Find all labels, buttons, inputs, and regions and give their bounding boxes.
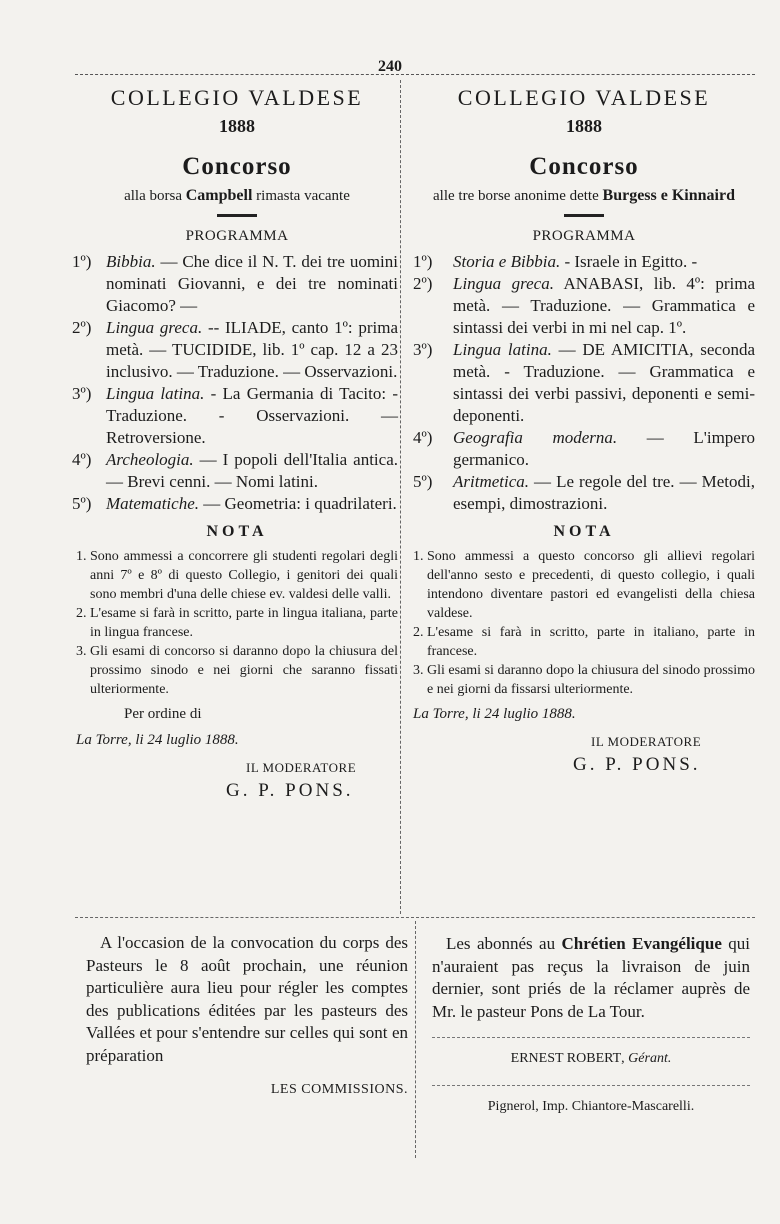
item-subject: Matematiche. bbox=[106, 494, 199, 513]
note-text: Gli esami si daranno dopo la chiusura del sinodo prossimo e nei giorni da fissarsi ulteriormente. bbox=[427, 663, 755, 697]
item-text: — DE AMICITIA, seconda metà. - Traduzione. — Grammatica e sintassi dei verbi passivi, deponenti e semi-deponenti. bbox=[453, 340, 755, 425]
item-number: 3º) bbox=[413, 340, 433, 359]
left-place-date: La Torre, li 24 luglio 1888. bbox=[76, 732, 239, 748]
page-number: 240 bbox=[378, 58, 402, 75]
note-text: Gli esami di concorso si daranno dopo la chiusura del prossimo sinodo e nei giorni che saranno fissati ulteriormente. bbox=[90, 644, 398, 697]
imprint-rule bbox=[432, 1085, 750, 1086]
item-text: ANABASI, lib. 4º: prima metà. — Traduzione. — Grammatica e sintassi dei verbi in mi nel cap. 1º. bbox=[453, 274, 755, 337]
item-text: — Che dice il N. T. dei tre uomini nominati Giovanni, e dei tre nominati Giacomo? — bbox=[106, 252, 398, 315]
item-subject: Bibbia. bbox=[106, 252, 156, 271]
imprint: Pignerol, Imp. Chiantore-Mascarelli. bbox=[487, 1098, 695, 1114]
right-subtitle-a: alle tre borse anonime dette bbox=[433, 188, 599, 204]
left-note bbox=[76, 604, 398, 642]
gerant-role: Gérant. bbox=[628, 1051, 672, 1066]
note-number: 2. bbox=[413, 625, 424, 640]
left-item bbox=[72, 493, 398, 515]
left-item bbox=[72, 383, 398, 449]
right-programma: PROGRAMMA bbox=[532, 228, 636, 244]
item-number: 5º) bbox=[413, 472, 433, 491]
left-program-list bbox=[72, 251, 398, 515]
right-dash bbox=[564, 214, 604, 217]
gerant-line: ERNEST ROBERT, Gérant. bbox=[510, 1051, 672, 1066]
right-note bbox=[413, 547, 755, 623]
item-number: 1º) bbox=[413, 252, 433, 271]
item-text: — I popoli dell'Italia antica. — Brevi cenni. — Nomi latini. bbox=[106, 450, 398, 491]
right-item bbox=[413, 339, 755, 427]
announcement-left-signature: LES COMMISSIONS. bbox=[270, 1082, 408, 1097]
item-subject: Archeologia. bbox=[106, 450, 194, 469]
right-column bbox=[413, 84, 755, 777]
left-note bbox=[76, 642, 398, 699]
item-text: - Israele in Egitto. - bbox=[560, 252, 698, 271]
right-place-date: La Torre, li 24 luglio 1888. bbox=[413, 706, 576, 722]
right-note bbox=[413, 661, 755, 699]
note-number: 2. bbox=[76, 606, 87, 621]
left-subtitle-c: rimasta vacante bbox=[256, 188, 350, 204]
note-text: Sono ammessi a questo concorso gli allievi regolari dell'anno sesto e precedenti, di questo collegio, i quali intendono diventare pastori ed evangelisti della chiesa valdese. bbox=[427, 549, 755, 621]
right-concorso-title: Concorso bbox=[529, 153, 639, 180]
right-item bbox=[413, 251, 755, 273]
left-year: 1888 bbox=[219, 116, 255, 136]
item-subject: Lingua greca. bbox=[106, 318, 203, 337]
item-subject: Storia e Bibbia. bbox=[453, 252, 561, 271]
item-number: 5º) bbox=[72, 494, 92, 513]
left-ordine: Per ordine di bbox=[124, 706, 202, 722]
newspaper-name: Chrétien Evangélique bbox=[561, 934, 722, 953]
announcement-right-text-b: qui n'auraient pas reçus la livraison de juin dernier, sont priés de la réclamer auprès de Mr. le pasteur Pons de La Tour. bbox=[432, 934, 751, 1021]
right-signature: G. P. PONS. bbox=[573, 754, 701, 775]
left-notes bbox=[76, 547, 398, 699]
item-text: - La Germania di Tacito: - Traduzione. - Osservazioni. — Retroversione. bbox=[106, 384, 398, 447]
announcement-left-text: A l'occasion de la convocation du corps des Pasteurs le 8 août prochain, une réunion particulière aura lieu pour régler les comptes des publications éditées par les pasteurs des Vallées et pour s'entendre sur celles qui sont en préparation bbox=[86, 933, 408, 1065]
gerant-name: ERNEST ROBERT bbox=[510, 1051, 622, 1066]
note-text: Sono ammessi a concorrere gli studenti regolari degli anni 7º e 8º di questo Collegio, i genitori dei quali sono membri d'una delle chiese ev. valdesi delle valli. bbox=[90, 549, 398, 602]
item-number: 4º) bbox=[72, 450, 92, 469]
left-programma: PROGRAMMA bbox=[185, 228, 289, 244]
left-moderatore: IL MODERATORE bbox=[246, 760, 357, 775]
left-note bbox=[76, 547, 398, 604]
right-nota-heading: NOTA bbox=[553, 523, 615, 540]
gerant-rule bbox=[432, 1037, 750, 1038]
left-item bbox=[72, 449, 398, 493]
right-item bbox=[413, 273, 755, 339]
item-number: 1º) bbox=[72, 252, 92, 271]
left-heading: COLLEGIO VALDESE bbox=[110, 85, 364, 110]
column-divider bbox=[400, 80, 401, 914]
announcement-right-text bbox=[432, 933, 750, 1023]
item-subject: Lingua latina. bbox=[106, 384, 205, 403]
item-number: 2º) bbox=[413, 274, 433, 293]
right-moderatore: IL MODERATORE bbox=[591, 734, 702, 749]
right-item bbox=[413, 471, 755, 515]
right-subtitle bbox=[413, 186, 755, 206]
item-text: — Le regole del tre. — Metodi, esempi, dimostrazioni. bbox=[453, 472, 755, 513]
announcement-left bbox=[86, 932, 408, 1102]
left-concorso-title: Concorso bbox=[182, 153, 292, 180]
left-item bbox=[72, 251, 398, 317]
note-text: L'esame si farà in scritto, parte in lingua italiana, parte in lingua francese. bbox=[90, 606, 398, 640]
right-year: 1888 bbox=[566, 116, 602, 136]
left-nota-heading: NOTA bbox=[206, 523, 268, 540]
announcement-right bbox=[432, 913, 750, 1118]
note-number: 3. bbox=[76, 644, 87, 659]
left-dash bbox=[217, 214, 257, 217]
right-heading: COLLEGIO VALDESE bbox=[457, 85, 711, 110]
right-item bbox=[413, 427, 755, 471]
left-subtitle bbox=[76, 186, 398, 206]
item-text: -- ILIADE, canto 1º: prima metà. — TUCIDIDE, lib. 1º cap. 12 a 23 inclusivo. — Traduzione. — Osservazioni. bbox=[106, 318, 398, 381]
announcement-right-text-a: Les abonnés au bbox=[446, 934, 556, 953]
item-subject: Aritmetica. bbox=[453, 472, 530, 491]
item-number: 3º) bbox=[72, 384, 92, 403]
item-number: 2º) bbox=[72, 318, 92, 337]
right-subtitle-b: Burgess e Kinnaird bbox=[602, 187, 735, 204]
item-subject: Lingua greca. bbox=[453, 274, 554, 293]
bottom-column-divider bbox=[415, 921, 416, 1158]
item-subject: Geografia moderna. bbox=[453, 428, 618, 447]
item-number: 4º) bbox=[413, 428, 433, 447]
left-column bbox=[72, 84, 398, 803]
right-note bbox=[413, 623, 755, 661]
left-subtitle-a: alla borsa bbox=[124, 188, 182, 204]
note-number: 1. bbox=[413, 549, 424, 564]
item-text: — Geometria: i quadrilateri. bbox=[199, 494, 397, 513]
note-number: 3. bbox=[413, 663, 424, 678]
right-program-list bbox=[413, 251, 755, 515]
right-notes bbox=[413, 547, 755, 699]
note-text: L'esame si farà in scritto, parte in italiano, parte in francese. bbox=[427, 625, 755, 659]
left-subtitle-b: Campbell bbox=[185, 187, 253, 204]
note-number: 1. bbox=[76, 549, 87, 564]
top-rule bbox=[75, 74, 755, 75]
item-subject: Lingua latina. bbox=[453, 340, 552, 359]
left-signature: G. P. PONS. bbox=[226, 780, 354, 801]
left-item bbox=[72, 317, 398, 383]
item-text: — L'impero germanico. bbox=[453, 428, 755, 469]
